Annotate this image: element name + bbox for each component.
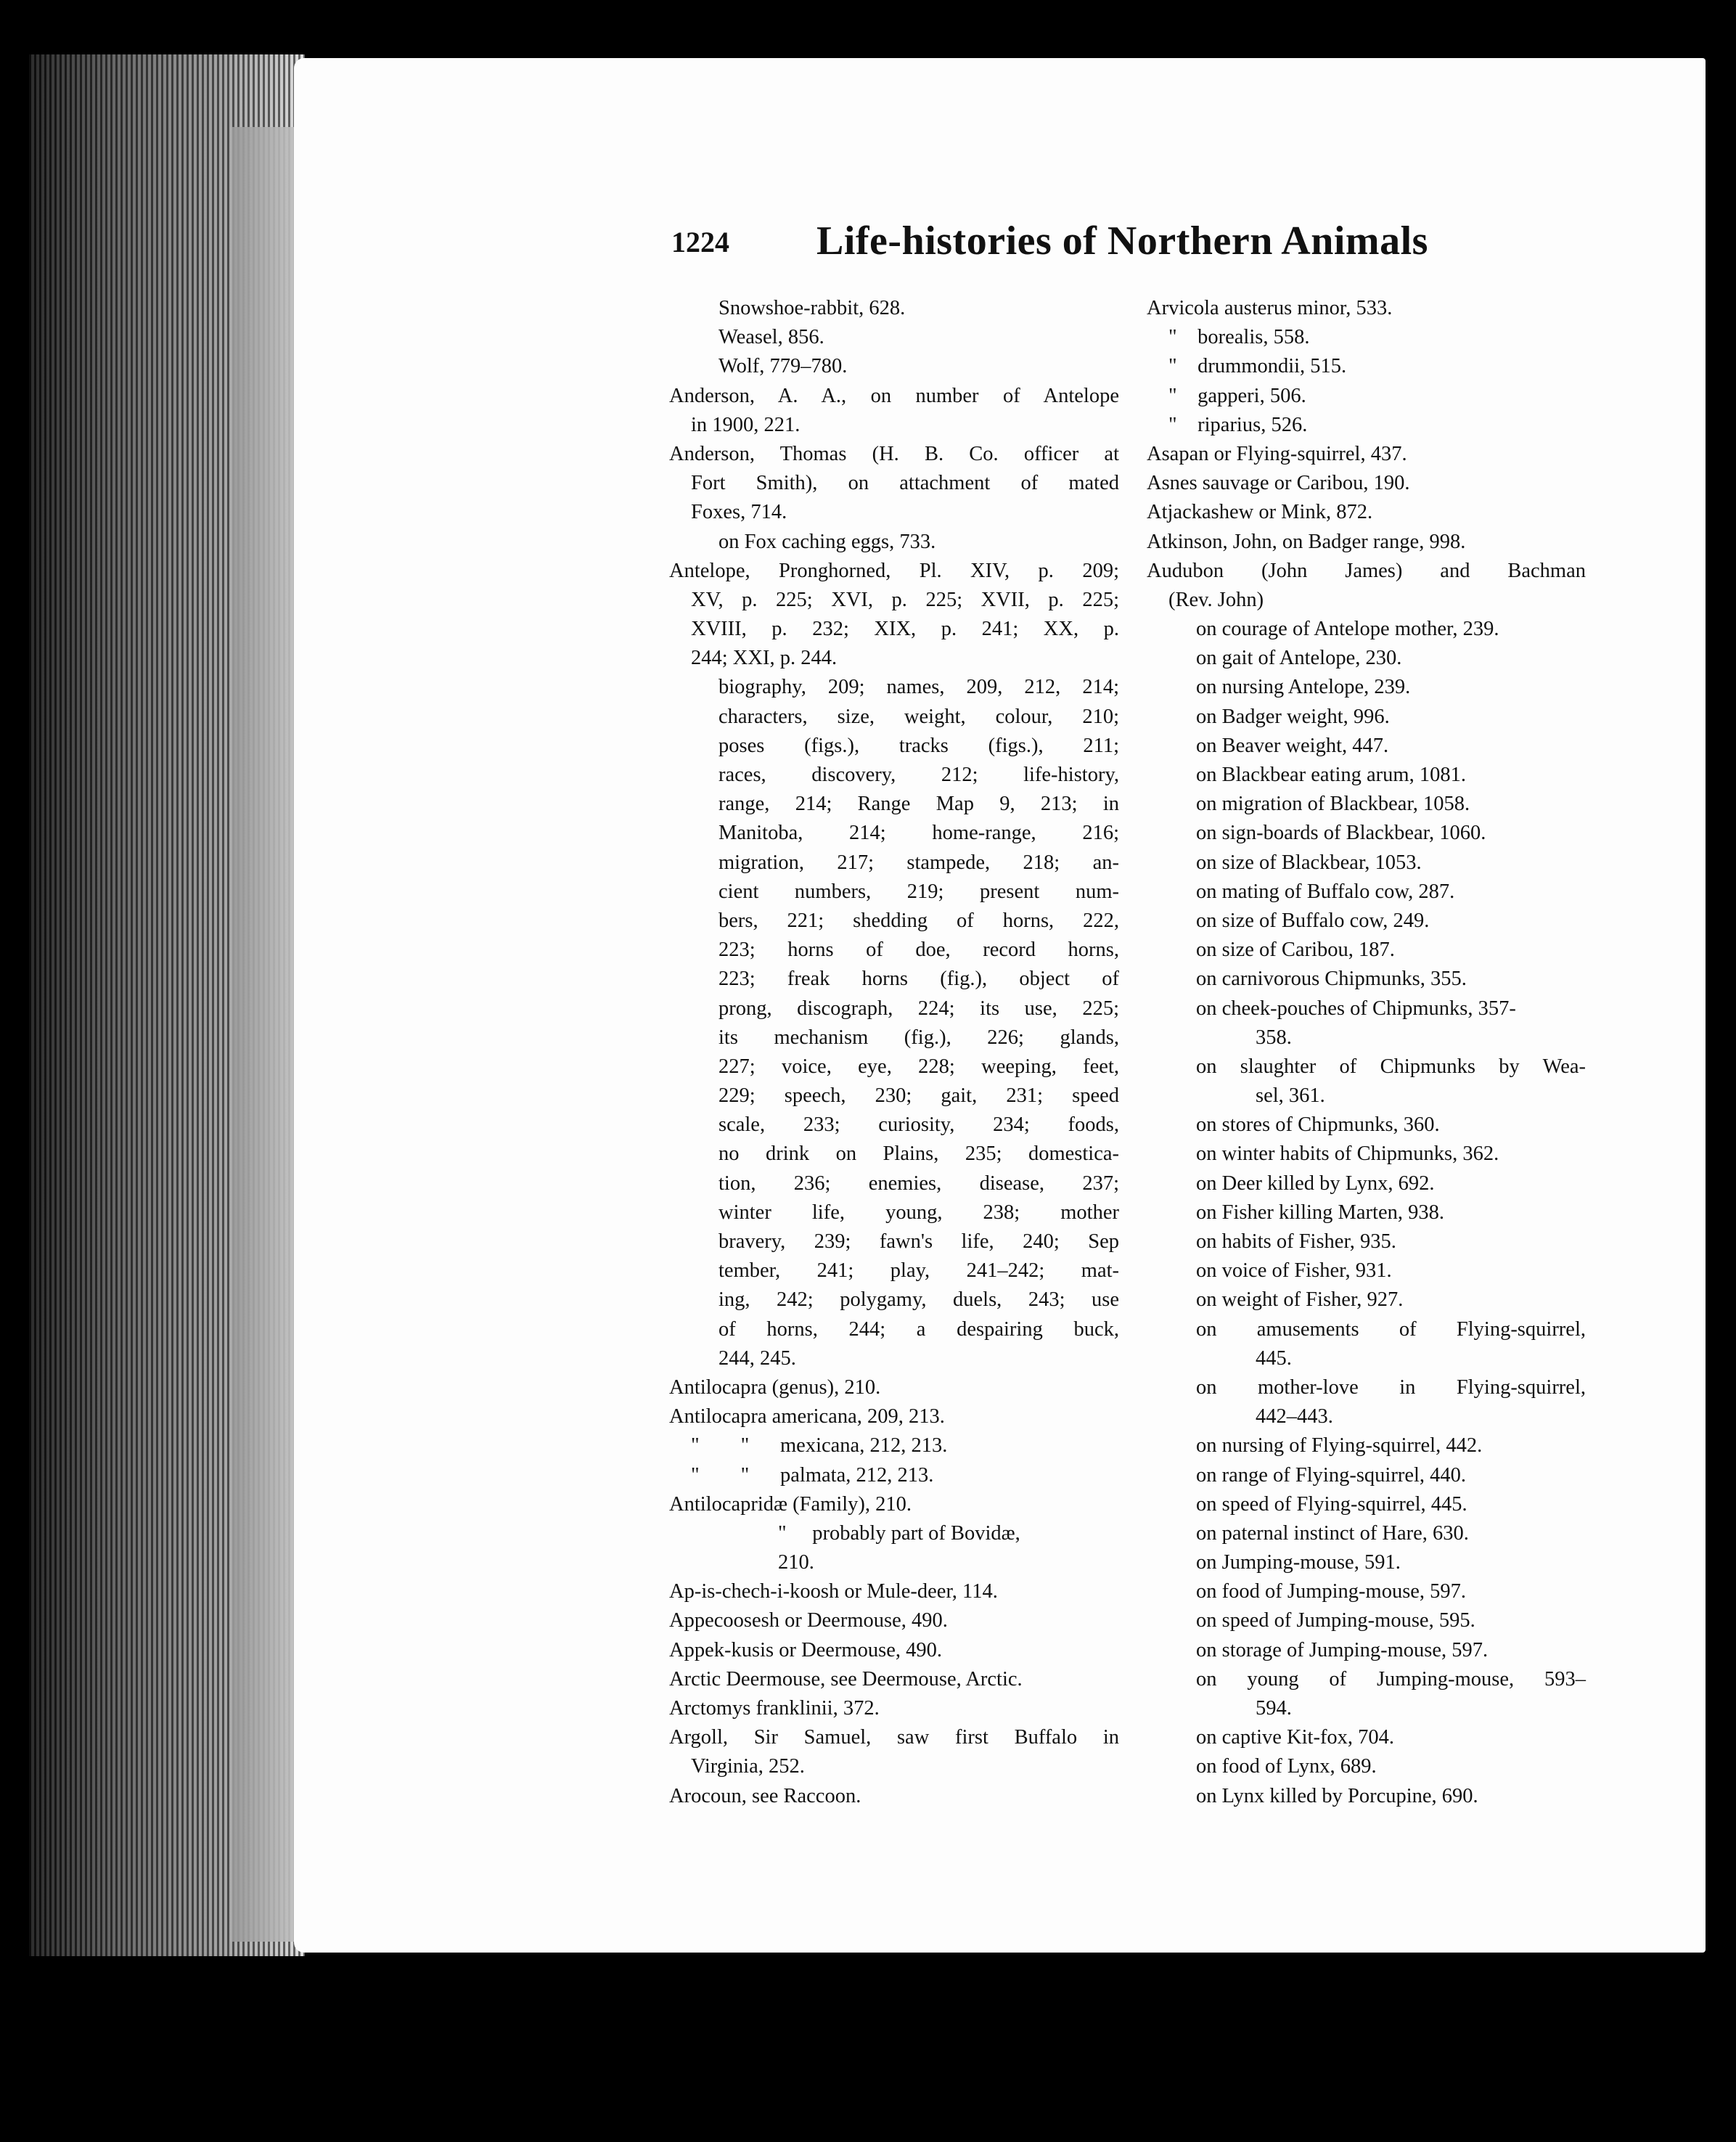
index-entry-line: on size of Blackbear, 1053. [1196, 851, 1422, 874]
index-entry-line: Manitoba, 214; home-range, 216; [718, 822, 1119, 845]
index-entry-line: on amusements of Flying-squirrel, [1196, 1317, 1586, 1341]
index-entry-line: on storage of Jumping-mouse, 597. [1196, 1638, 1489, 1661]
index-entry-line: on weight of Fisher, 927. [1196, 1288, 1404, 1312]
index-entry-line: races, discovery, 212; life-history, [718, 764, 1119, 786]
index-entry-line: 244, 245. [718, 1346, 796, 1370]
index-entry-line: Wolf, 779–780. [718, 355, 848, 378]
index-entry-line: on food of Jumping-mouse, 597. [1196, 1580, 1467, 1603]
index-entry-line: 442–443. [1256, 1405, 1333, 1428]
index-entry-line: ing, 242; polygamy, duels, 243; use [718, 1288, 1119, 1312]
index-entry-line: on mating of Buffalo cow, 287. [1196, 880, 1455, 903]
index-entry-line: on size of Buffalo cow, 249. [1196, 909, 1430, 932]
index-entry-line: Arctic Deermouse, see Deermouse, Arctic. [669, 1667, 1023, 1691]
index-entry-line: 223; horns of doe, record horns, [718, 939, 1119, 962]
index-entry-line: 227; voice, eye, 228; weeping, feet, [718, 1055, 1119, 1078]
index-entry-line: Appecoosesh or Deermouse, 490. [669, 1609, 948, 1632]
index-entry-line: on habits of Fisher, 935. [1196, 1230, 1396, 1253]
index-entry-line: Antelope, Pronghorned, Pl. XIV, p. 209; [669, 559, 1119, 582]
index-entry-line: migration, 217; stampede, 218; an- [718, 851, 1119, 874]
index-entry-line: on slaughter of Chipmunks by Wea- [1196, 1055, 1586, 1078]
index-entry-line: on nursing Antelope, 239. [1196, 676, 1411, 699]
index-entry-line: cient numbers, 219; present num- [718, 880, 1119, 903]
index-entry-line: on Fox caching eggs, 733. [718, 530, 936, 553]
index-entry-line: on nursing of Flying-squirrel, 442. [1196, 1434, 1483, 1458]
index-entry-line: Antilocapridæ (Family), 210. [669, 1492, 912, 1516]
index-entry-line: bers, 221; shedding of horns, 222, [718, 909, 1119, 932]
index-entry-line: winter life, young, 238; mother [718, 1201, 1119, 1224]
index-entry-line: on Fisher killing Marten, 938. [1196, 1201, 1444, 1224]
index-entry-line: scale, 233; curiosity, 234; foods, [718, 1113, 1119, 1137]
index-entry-line: XVIII, p. 232; XIX, p. 241; XX, p. [691, 618, 1119, 641]
index-entry-line: on migration of Blackbear, 1058. [1196, 793, 1470, 816]
index-entry-line: on sign-boards of Blackbear, 1060. [1196, 822, 1486, 845]
index-entry-line: on stores of Chipmunks, 360. [1196, 1113, 1440, 1137]
index-entry-line: on carnivorous Chipmunks, 355. [1196, 968, 1467, 991]
index-entry-line: Antilocapra (genus), 210. [669, 1375, 881, 1399]
index-entry-line: Snowshoe-rabbit, 628. [718, 297, 906, 319]
index-entry-line: range, 214; Range Map 9, 213; in [718, 793, 1119, 816]
index-entry-line: Appek-kusis or Deermouse, 490. [669, 1638, 942, 1661]
index-entry-line: on paternal instinct of Hare, 630. [1196, 1521, 1469, 1545]
index-column-left [669, 294, 1119, 1811]
index-entry-line: Anderson, A. A., on number of Antelope [669, 384, 1119, 407]
index-entry-line: Atjackashew or Mink, 872. [1147, 501, 1373, 524]
index-entry-line: Arvicola austerus minor, 533. [1147, 297, 1393, 319]
index-entry-line: Asnes sauvage or Caribou, 190. [1147, 472, 1410, 495]
index-entry-line: poses (figs.), tracks (figs.), 211; [718, 734, 1119, 757]
index-entry-line: 223; freak horns (fig.), object of [718, 968, 1119, 991]
running-title: Life-histories of Northern Animals [816, 218, 1428, 263]
index-entry-line: on gait of Antelope, 230. [1196, 647, 1402, 670]
index-entry-line: on Deer killed by Lynx, 692. [1196, 1172, 1435, 1195]
index-entry-line: Virginia, 252. [691, 1755, 805, 1778]
index-entry-line: " riparius, 526. [1168, 413, 1308, 436]
index-entry-line: Arocoun, see Raccoon. [669, 1784, 861, 1807]
index-entry-line: on food of Lynx, 689. [1196, 1755, 1377, 1778]
index-entry-line: bravery, 239; fawn's life, 240; Sep [718, 1230, 1119, 1253]
index-entry-line: its mechanism (fig.), 226; glands, [718, 1026, 1119, 1049]
index-entry-line: on Blackbear eating arum, 1081. [1196, 764, 1466, 786]
index-entry-line: Argoll, Sir Samuel, saw first Buffalo in [669, 1726, 1119, 1749]
index-entry-line: on young of Jumping-mouse, 593– [1196, 1667, 1586, 1691]
index-entry-line: sel, 361. [1256, 1084, 1325, 1108]
index-entry-line: on Lynx killed by Porcupine, 690. [1196, 1784, 1478, 1807]
index-entry-line: on speed of Flying-squirrel, 445. [1196, 1492, 1467, 1516]
index-entry-line: 210. [778, 1551, 814, 1574]
index-column-right [1147, 294, 1586, 1811]
index-entry-line: " " palmata, 212, 213. [691, 1463, 934, 1487]
index-entry-line: tion, 236; enemies, disease, 237; [718, 1172, 1119, 1195]
index-entry-line: on cheek-pouches of Chipmunks, 357- [1196, 997, 1516, 1020]
index-entry-line: 358. [1256, 1026, 1292, 1049]
index-entry-line: " " mexicana, 212, 213. [691, 1434, 948, 1458]
index-entry-line: " probably part of Bovidæ, [778, 1521, 1020, 1545]
index-entry-line: biography, 209; names, 209, 212, 214; [718, 676, 1119, 699]
book-page-edges [29, 54, 305, 1956]
page-number: 1224 [671, 226, 729, 258]
index-entry-line: 594. [1256, 1697, 1292, 1720]
index-entry-line: Asapan or Flying-squirrel, 437. [1147, 442, 1407, 465]
index-entry-line: on mother-love in Flying-squirrel, [1196, 1375, 1586, 1399]
index-entry-line: " gapperi, 506. [1168, 384, 1306, 407]
index-entry-line: 244; XXI, p. 244. [691, 647, 838, 670]
index-entry-line: prong, discograph, 224; its use, 225; [718, 997, 1119, 1020]
index-entry-line: Anderson, Thomas (H. B. Co. officer at [669, 442, 1119, 465]
index-entry-line: (Rev. John) [1168, 588, 1264, 611]
index-entry-line: 229; speech, 230; gait, 231; speed [718, 1084, 1119, 1108]
page-header [671, 218, 1455, 276]
index-entry-line: Atkinson, John, on Badger range, 998. [1147, 530, 1466, 553]
index-entry-line: 445. [1256, 1346, 1292, 1370]
index-entry-line: on Badger weight, 996. [1196, 705, 1390, 728]
index-entry-line: on captive Kit-fox, 704. [1196, 1726, 1395, 1749]
index-entry-line: characters, size, weight, colour, 210; [718, 705, 1119, 728]
index-entry-line: on range of Flying-squirrel, 440. [1196, 1463, 1467, 1487]
index-entry-line: Foxes, 714. [691, 501, 787, 524]
index-entry-line: tember, 241; play, 241–242; mat- [718, 1259, 1119, 1283]
index-entry-line: on courage of Antelope mother, 239. [1196, 618, 1499, 641]
index-entry-line: on size of Caribou, 187. [1196, 939, 1395, 962]
index-entry-line: no drink on Plains, 235; domestica- [718, 1142, 1119, 1166]
index-entry-line: on Beaver weight, 447. [1196, 734, 1389, 757]
index-entry-line: in 1900, 221. [691, 413, 801, 436]
index-entry-line: of horns, 244; a despairing buck, [718, 1317, 1119, 1341]
index-entry-line: Audubon (John James) and Bachman [1147, 559, 1586, 582]
index-entry-line: Antilocapra americana, 209, 213. [669, 1405, 945, 1428]
index-entry-line: " drummondii, 515. [1168, 355, 1347, 378]
index-entry-line: XV, p. 225; XVI, p. 225; XVII, p. 225; [691, 588, 1119, 611]
index-entry-line: on winter habits of Chipmunks, 362. [1196, 1142, 1499, 1166]
index-entry-line: " borealis, 558. [1168, 326, 1310, 349]
index-entry-line: Weasel, 856. [718, 326, 824, 349]
index-entry-line: Ap-is-chech-i-koosh or Mule-deer, 114. [669, 1580, 998, 1603]
index-entry-line: Arctomys franklinii, 372. [669, 1697, 880, 1720]
index-entry-line: on Jumping-mouse, 591. [1196, 1551, 1401, 1574]
index-entry-line: on speed of Jumping-mouse, 595. [1196, 1609, 1475, 1632]
index-entry-line: Fort Smith), on attachment of mated [691, 472, 1119, 495]
index-entry-line: on voice of Fisher, 931. [1196, 1259, 1392, 1283]
